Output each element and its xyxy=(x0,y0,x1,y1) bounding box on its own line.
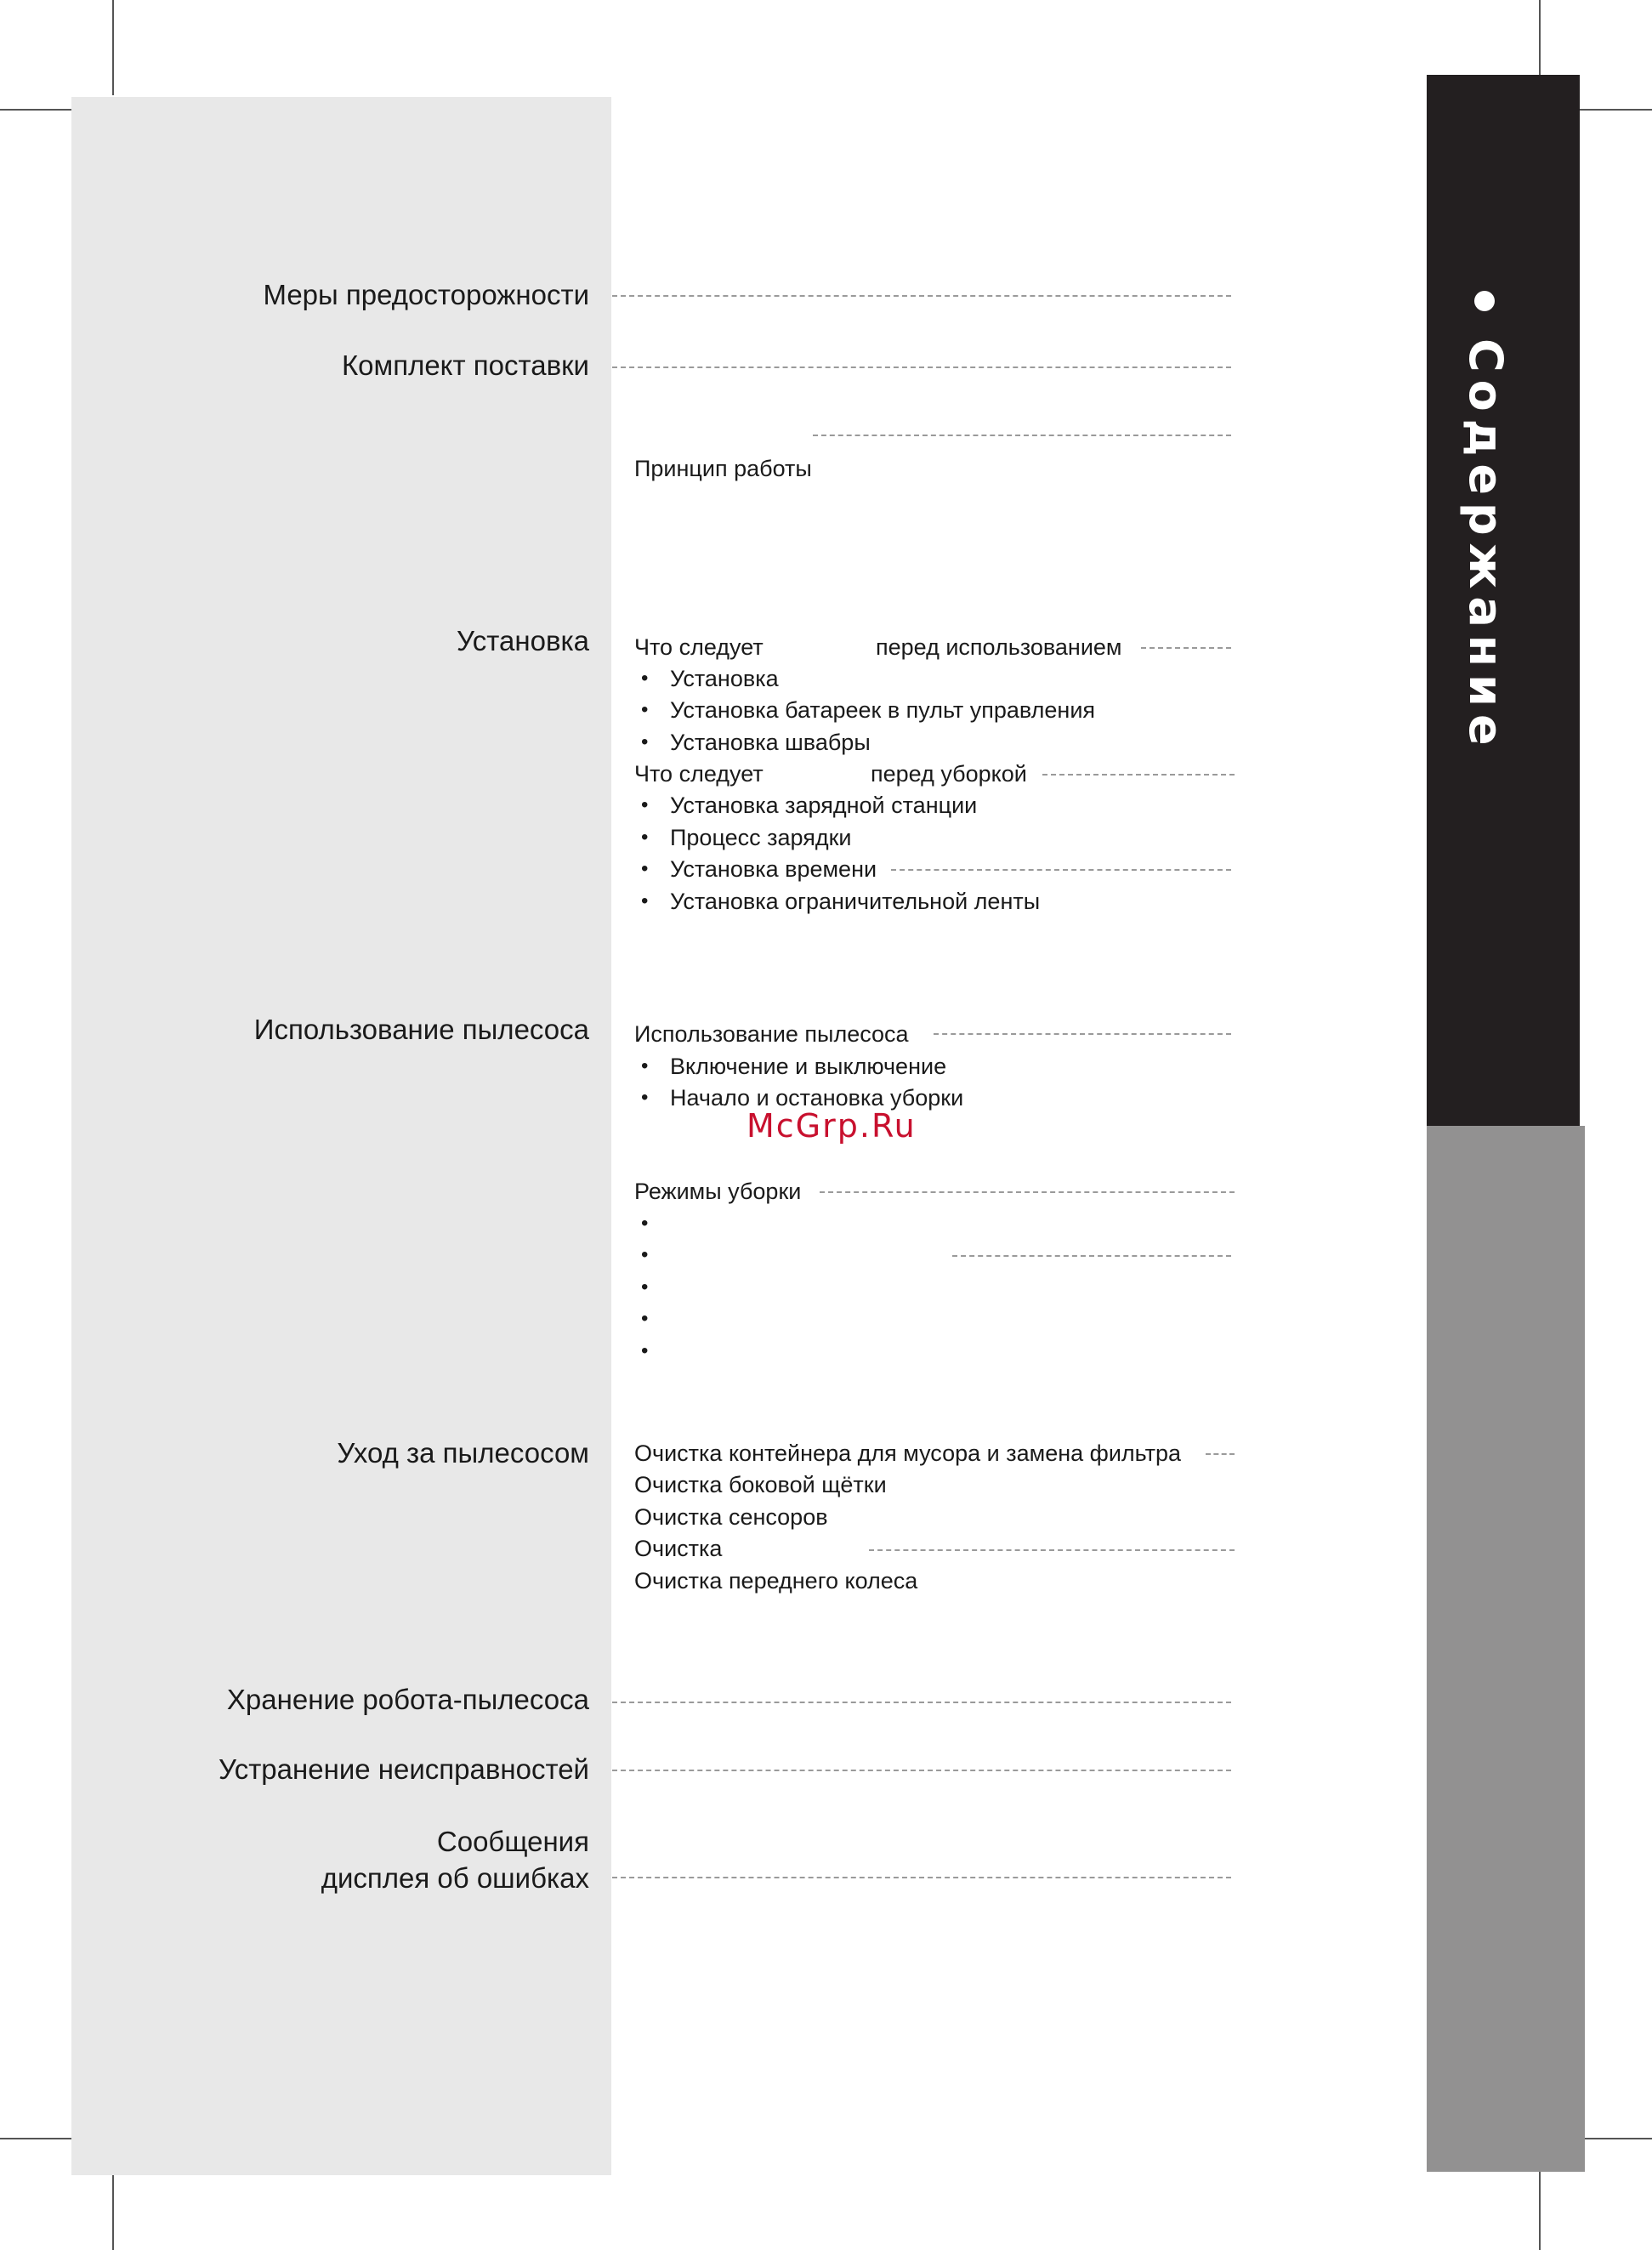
entry-usage: Использование пылесоса xyxy=(634,1021,909,1047)
entry-care-item: Очистка сенсоров xyxy=(634,1504,828,1530)
entry-before-use-a: Что следует xyxy=(634,634,764,660)
bullet-icon: • xyxy=(641,826,649,849)
bullet-icon: • xyxy=(641,698,649,721)
entry-care-item: Очистка xyxy=(634,1536,723,1561)
section-care: Уход за пылесосом xyxy=(337,1437,589,1469)
dotted-leader xyxy=(1042,774,1235,776)
section-storage: Хранение робота-пылесоса xyxy=(226,1684,589,1715)
dotted-leader xyxy=(612,1877,1231,1878)
dotted-leader xyxy=(1206,1453,1235,1455)
section-precautions: Меры предосторожности xyxy=(263,279,589,310)
entry-install-item: Установка швабры xyxy=(670,730,871,755)
section-troubleshooting: Устранение неисправностей xyxy=(218,1753,589,1785)
bullet-icon: • xyxy=(641,1339,649,1362)
bullet-icon: • xyxy=(641,889,649,912)
dotted-leader xyxy=(612,366,1231,368)
bullet-icon: • xyxy=(641,730,649,753)
entry-before-use-b: перед использованием xyxy=(876,634,1122,660)
section-usage: Использование пылесоса xyxy=(253,1014,589,1045)
entry-station-item: Установка ограничительной ленты xyxy=(670,889,1041,914)
entry-station-item: Установка зарядной станции xyxy=(670,793,978,818)
bullet-icon: • xyxy=(641,1054,649,1077)
dotted-leader xyxy=(952,1255,1231,1257)
bullet-icon: • xyxy=(641,1212,649,1235)
entry-care-item: Очистка контейнера для мусора и замена фильтра xyxy=(634,1440,1182,1466)
section-package: Комплект поставки xyxy=(341,349,589,381)
entry-care-item: Очистка переднего колеса xyxy=(634,1568,918,1594)
dotted-leader xyxy=(1141,647,1231,649)
dotted-leader xyxy=(891,869,1231,871)
entry-install-item: Установка xyxy=(670,666,779,691)
entry-station-item: Процесс зарядки xyxy=(670,825,852,850)
bullet-icon: • xyxy=(641,1276,649,1298)
dotted-leader xyxy=(869,1549,1235,1551)
dotted-leader xyxy=(612,295,1231,297)
entry-before-cleaning-a: Что следует xyxy=(634,761,764,787)
entry-install-item: Установка батареек в пульт управления xyxy=(670,697,1096,723)
bullet-icon: • xyxy=(641,793,649,816)
section-error-messages-line1: Сообщения xyxy=(436,1826,589,1857)
bullet-icon: • xyxy=(641,667,649,690)
entry-usage-item: Начало и остановка уборки xyxy=(670,1085,964,1111)
watermark: McGrp.Ru xyxy=(747,1107,917,1145)
entry-before-cleaning-b: перед уборкой xyxy=(871,761,1027,787)
sidebar-tab-lower xyxy=(1427,1126,1585,2172)
dotted-leader xyxy=(813,435,1231,436)
bullet-icon: • xyxy=(641,1243,649,1266)
dotted-leader xyxy=(934,1033,1231,1035)
sidebar-tab-title: Содержание xyxy=(1459,338,1513,753)
bullet-icon xyxy=(1474,291,1495,311)
bullet-icon: • xyxy=(641,1086,649,1109)
section-error-messages-line2: дисплея об ошибках xyxy=(321,1862,589,1894)
entry-station-item: Установка времени xyxy=(670,856,877,882)
section-installation: Установка xyxy=(457,625,589,656)
bullet-icon: • xyxy=(641,1307,649,1330)
bullet-icon: • xyxy=(641,857,649,880)
dotted-leader xyxy=(820,1191,1235,1193)
entry-usage-item: Включение и выключение xyxy=(670,1054,947,1079)
entry-principle: Принцип работы xyxy=(634,456,812,481)
dotted-leader xyxy=(612,1770,1231,1771)
entry-care-item: Очистка боковой щётки xyxy=(634,1472,887,1497)
entry-modes: Режимы уборки xyxy=(634,1179,802,1204)
crop-mark xyxy=(112,0,114,95)
dotted-leader xyxy=(612,1702,1231,1703)
